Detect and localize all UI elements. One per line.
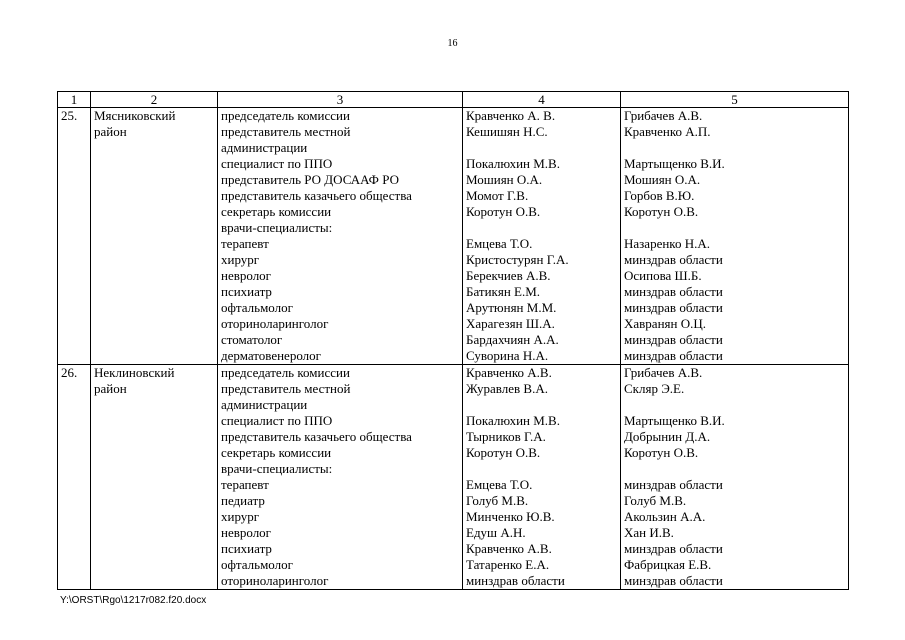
role-line: представитель местной [221,124,351,139]
role-line: офтальмолог [221,300,293,315]
table-header-row [58,92,849,108]
role-line: невролог [221,268,272,283]
role-line: офтальмолог [221,557,293,572]
role-line: психиатр [221,284,272,299]
column-header: 5 [621,92,849,108]
member-name-line: Батикян Е.М. [466,284,541,299]
district-name-line: Неклиновский [94,365,175,380]
reserve-name-line: минздрав области [624,573,723,588]
row-number: 25. [61,108,78,123]
member-name-line: Кравченко А. В. [466,108,556,123]
role-line: оториноларинголог [221,573,329,588]
role-cell [218,108,463,365]
reserve-name-line: Коротун О.В. [624,445,699,460]
column-header: 2 [91,92,218,108]
role-line: терапевт [221,477,269,492]
role-line: администрации [221,140,308,155]
district-name-line: район [94,381,127,396]
member-name-line: Татаренко Е.А. [466,557,550,572]
role-line: председатель комиссии [221,365,350,380]
member-name-line: Берекчиев А.В. [466,268,551,283]
reserve-name-line: Хавранян О.Ц. [624,316,706,331]
row-number-cell [58,108,91,365]
member-name-line [466,220,617,236]
reserve-name-line: Скляр Э.Е. [624,381,685,396]
role-line: врачи-специалисты: [221,220,333,235]
reserve-name-line: Мартыщенко В.И. [624,413,725,428]
role-line: специалист по ППО [221,413,333,428]
reserve-cell [621,108,849,365]
reserve-name-line: минздрав области [624,541,723,556]
member-name-line: Мошиян О.А. [466,172,543,187]
column-header: 4 [463,92,621,108]
member-name-line [466,397,617,413]
role-line: дерматовенеролог [221,348,321,363]
member-cell [463,365,621,590]
member-name-line: Кристостурян Г.А. [466,252,569,267]
member-name-line: Коротун О.В. [466,204,541,219]
role-line: невролог [221,525,272,540]
row-number: 26. [61,365,78,380]
reserve-name-line: Осипова Ш.Б. [624,268,702,283]
commission-table [57,91,849,590]
member-name-line: Кравченко А.В. [466,541,552,556]
reserve-name-line: минздрав области [624,284,723,299]
role-line: представитель казачьего общества [221,429,412,444]
district-cell [91,365,218,590]
role-line: педиатр [221,493,265,508]
member-cell [463,108,621,365]
reserve-name-line [624,397,845,413]
reserve-name-line: Акользин А.А. [624,509,706,524]
reserve-name-line: Коротун О.В. [624,204,699,219]
member-name-line: Емцева Т.О. [466,477,533,492]
member-name-line: Минченко Ю.В. [466,509,555,524]
district-cell [91,108,218,365]
role-line: специалист по ППО [221,156,333,171]
member-name-line: Едуш А.Н. [466,525,526,540]
district-name-line: район [94,124,127,139]
member-name-line: Суворина Н.А. [466,348,549,363]
member-name-line: Емцева Т.О. [466,236,533,251]
member-name-line: Арутюнян М.М. [466,300,557,315]
member-name-line: Тырников Г.А. [466,429,546,444]
reserve-name-line: Горбов В.Ю. [624,188,695,203]
member-name-line: Кешишян Н.С. [466,124,548,139]
member-name-line: Голуб М.В. [466,493,529,508]
role-line: психиатр [221,541,272,556]
role-line: секретарь комиссии [221,204,332,219]
role-line: стоматолог [221,332,283,347]
member-name-line: Момот Г.В. [466,188,529,203]
member-name-line: Журавлев В.А. [466,381,548,396]
role-cell [218,365,463,590]
role-line: оториноларинголог [221,316,329,331]
district-name-line: Мясниковский [94,108,176,123]
page-number: 16 [447,38,458,49]
member-name-line [466,140,617,156]
column-header: 3 [218,92,463,108]
role-line: председатель комиссии [221,108,350,123]
role-line: хирург [221,509,260,524]
reserve-name-line: минздрав области [624,348,723,363]
reserve-name-line: Грибачев А.В. [624,108,703,123]
member-name-line: Коротун О.В. [466,445,541,460]
file-path-footer: Y:\ORST\Rgo\1217r082.f20.docx [60,595,207,606]
role-line: врачи-специалисты: [221,461,333,476]
role-line: представитель казачьего общества [221,188,412,203]
reserve-name-line: Хан И.В. [624,525,674,540]
member-name-line: Харагезян Ш.А. [466,316,555,331]
reserve-name-line: Грибачев А.В. [624,365,703,380]
reserve-name-line: Фабрицкая Е.В. [624,557,712,572]
role-line: секретарь комиссии [221,445,332,460]
role-line: хирург [221,252,260,267]
reserve-name-line: Добрынин Д.А. [624,429,711,444]
reserve-name-line: Мартыщенко В.И. [624,156,725,171]
member-name-line: Покалюхин М.В. [466,413,560,428]
reserve-name-line: минздрав области [624,300,723,315]
reserve-name-line: минздрав области [624,477,723,492]
role-line: администрации [221,397,308,412]
reserve-name-line [624,140,845,156]
column-header: 1 [58,92,91,108]
reserve-name-line [624,461,845,477]
reserve-name-line: Кравченко А.П. [624,124,711,139]
reserve-name-line: минздрав области [624,332,723,347]
role-line: терапевт [221,236,269,251]
member-name-line [466,461,617,477]
reserve-name-line: Мошиян О.А. [624,172,701,187]
role-line: представитель местной [221,381,351,396]
member-name-line: Кравченко А.В. [466,365,552,380]
row-number-cell [58,365,91,590]
table-row [58,365,849,590]
member-name-line: Покалюхин М.В. [466,156,560,171]
member-name-line: Бардахчиян А.А. [466,332,559,347]
reserve-name-line: Голуб М.В. [624,493,687,508]
reserve-cell [621,365,849,590]
reserve-name-line: Назаренко Н.А. [624,236,710,251]
reserve-name-line: минздрав области [624,252,723,267]
role-line: представитель РО ДОСААФ РО [221,172,399,187]
member-name-line: минздрав области [466,573,565,588]
table-row [58,108,849,365]
reserve-name-line [624,220,845,236]
